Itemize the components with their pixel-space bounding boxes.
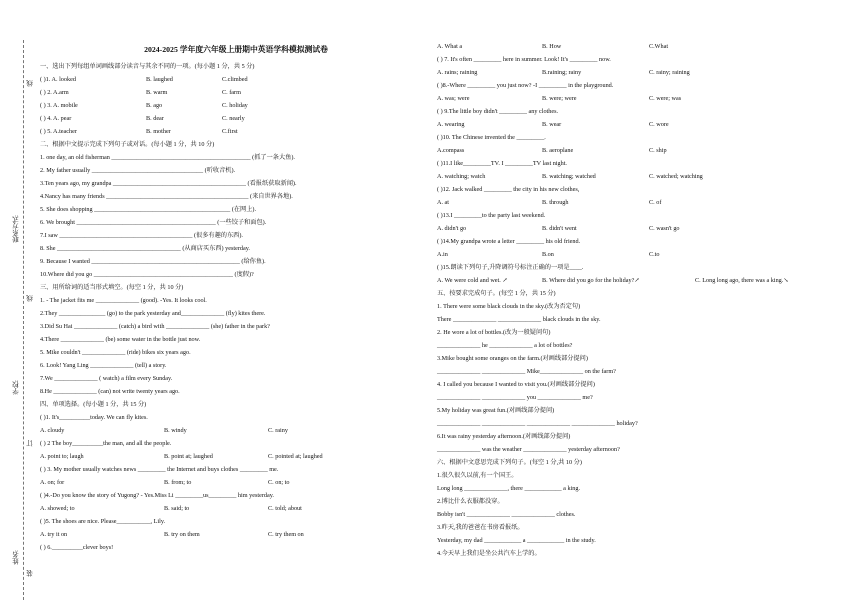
answer-line: ______________ ______________ ______________ ______________ holiday? xyxy=(437,420,638,427)
name-label: 姓名: xyxy=(13,550,20,565)
cut-line xyxy=(23,40,24,600)
school-label: 学校: xyxy=(13,380,20,395)
section-heading: 三、用所给词的适当形式填空。(每空 1 分，共 10 分) xyxy=(40,284,184,291)
order-mark: 订 xyxy=(27,440,34,447)
question-line: 4. I called you because I wanted to visit you.(对画线部分提问) xyxy=(437,381,595,388)
question-line: 4.Nancy has many friends ______________________________________________ (来自世界各地). xyxy=(40,193,293,200)
question-line: 8. She ________________________________________ (从商店买东西) yesterday. xyxy=(40,245,250,252)
question-line: 1.很久很久以前,有一个国王。 xyxy=(437,472,518,479)
options-row: A. was; were B. were; were C. were; was xyxy=(437,95,682,102)
question-line: ( )15.朗读下列句子,升降调符号标注正确的一项是____. xyxy=(437,264,584,271)
section-heading: 一、选出下列每组单词画线部分读音与其余不同的一项。(每小题 1 分，共 5 分) xyxy=(40,63,255,70)
options-row: A. wearing B. wear C. wore xyxy=(437,121,669,128)
question-line: ( )4.-Do you know the story of Yugong? - Yes.Miss Li _________us_________ him yesterday. xyxy=(40,492,274,499)
question-row: ( ) 5. A.teacher B. mother C.first xyxy=(40,128,238,135)
question-line: 6. We brought _____________________________________________ (一些饺子和面包). xyxy=(40,219,267,226)
options-row: A. at B. through C. of xyxy=(437,199,662,206)
options-row: A. on; for B. from; to C. on; to xyxy=(40,479,290,486)
left-column xyxy=(40,64,432,558)
bind-mark: 装 xyxy=(27,570,34,577)
question-line: 4.今天早上我们是坐公共汽车上学的。 xyxy=(437,550,541,557)
question-line: ( ) 3. My mother usually watches news _________ the Internet and buys clothes _________ me. xyxy=(40,466,279,473)
question-line: 5. She does shopping ____________________________________________ (在网上). xyxy=(40,206,257,213)
question-line: ( )14.My grandpa wrote a letter _________ his old friend. xyxy=(437,238,581,245)
answer-line: Long long ______________, there ____________ a king. xyxy=(437,485,580,492)
options-row: A. showed; to B. said; to C. told; about xyxy=(40,505,302,512)
question-row: ( )1. A. looked B. laughed C.climbed xyxy=(40,76,248,83)
answer-line: ______________ ______________ Mike______________ on the farm? xyxy=(437,368,616,375)
options-row: A. point to; laugh B. point at; laughed C. pointed at; laughed xyxy=(40,453,323,460)
question-line: 2.博比什么衣服都没穿。 xyxy=(437,498,504,505)
question-line: 8.He ______________ (can) not write twenty years ago. xyxy=(40,388,180,395)
question-row: ( ) 2. A.arm B. warm C. farm xyxy=(40,89,241,96)
question-row: ( ) 4. A. pear B. dear C. nearly xyxy=(40,115,245,122)
question-line: 2. My father usually ____________________________________ (听收音机). xyxy=(40,167,236,174)
question-line: 5. Mike couldn't ______________ (ride) bikes six years ago. xyxy=(40,349,191,356)
question-line: 6. Look! Yang Ling ______________ (tell) a story. xyxy=(40,362,167,369)
question-line: ( ) 2 The boy__________the man, and all the people. xyxy=(40,440,172,447)
options-row: A. We were cold and wet. ↗ B. Where did you go for the holiday?↗ C. Long long ago, there was a king.↘ xyxy=(437,277,789,284)
question-line: 1. one day, an old fisherman _____________________________________________ (抓了一条大鱼). xyxy=(40,154,295,161)
section-heading: 四、单项选择。(每小题 1 分，共 15 分) xyxy=(40,401,147,408)
question-line: 3.Mike bought some oranges on the farm.(对画线部分提问) xyxy=(437,355,588,362)
exam-title: 2024-2025 学年度六年级上册期中英语学科模拟测试卷 xyxy=(144,45,328,54)
question-line: 1. - The jacket fits me ______________ (good). -Yes. It looks cool. xyxy=(40,297,207,304)
question-line: ( ) 6.__________clever boys! xyxy=(40,544,114,551)
section-heading: 五、按要求完成句子。(每空 1 分，共 15 分) xyxy=(437,290,556,297)
question-line: 3.昨天,我的爸爸在书房看报纸。 xyxy=(437,524,524,531)
options-row: A. rains; raining B.raining; rainy C. rainy; raining xyxy=(437,69,690,76)
question-line: 10.Where did you go _____________________________________________ (度假)? xyxy=(40,271,254,278)
answer-line: There ______________ ______________ black clouds in the sky. xyxy=(437,316,601,323)
options-row: A. cloudy B. windy C. rainy xyxy=(40,427,288,434)
question-line: 2.They _______________ (go) to the park yesterday and______________ (fly) kites there. xyxy=(40,310,266,317)
question-line: 3.Ten years ago, my grandpa ___________________________________________ (看报纸获取新闻). xyxy=(40,180,297,187)
question-line: ( )8.-Where _________ you just now? -I _________ in the playground. xyxy=(437,82,614,89)
question-line: ( )10. The Chinese invented the _________. xyxy=(437,134,546,141)
options-row: A.in B.on C.to xyxy=(437,251,660,258)
options-row: A. What a B. How C.What xyxy=(437,43,669,50)
line-mark: 线 xyxy=(27,295,34,302)
question-line: ( )1. It's__________today. We can fly kites. xyxy=(40,414,148,421)
question-line: 7.We ______________ ( watch) a film every Sunday. xyxy=(40,375,173,382)
section-heading: 六、根据中文意思完成下列句子。(每空 1 分,共 10 分) xyxy=(437,459,582,466)
answer-line: ______________ was the weather ______________ yesterday afternoon? xyxy=(437,446,620,453)
answer-line: Yesterday, my dad ____________ a ____________ in the study. xyxy=(437,537,596,544)
options-row: A.compass B. aeroplane C. ship xyxy=(437,147,667,154)
question-line: 4.There ______________ (be) some water in the bottle just now. xyxy=(40,336,201,343)
question-line: ( )11.I like_________TV. I _________TV last night. xyxy=(437,160,567,167)
answer-line: ______________ he ______________ a lot of bottles? xyxy=(437,342,573,349)
question-line: 3.Did Su Hai ______________ (catch) a bird with ______________ (she) father in the park? xyxy=(40,323,270,330)
answer-line: Bobby isn't ______________ ______________ clothes. xyxy=(437,511,576,518)
question-line: 2. He wore a lot of bottles.(改为一般疑问句) xyxy=(437,329,551,336)
question-line: ( ) 7. It's often _________ here in summer. Look! It's _________ now. xyxy=(437,56,611,63)
section-heading: 二、根据中文提示完成下列句子或对话。(每小题 1 分，共 10 分) xyxy=(40,141,215,148)
question-line: ( ) 9.The little boy didn't _________ any clothes. xyxy=(437,108,559,115)
question-line: 9. Because I wanted ________________________________________________ (给你鱼). xyxy=(40,258,266,265)
options-row: A. try it on B. try on them C. try them on xyxy=(40,531,304,538)
options-row: A. watching; watch B. watching; watched C. watched; watching xyxy=(437,173,703,180)
binding-margin xyxy=(4,40,38,600)
answer-line: ______________ ______________ you ______________ me? xyxy=(437,394,593,401)
options-row: A. didn't go B. didn't went C. wasn't go xyxy=(437,225,680,232)
question-line: ( )12. Jack walked _________ the city in his new clothes, xyxy=(437,186,580,193)
line-mark: 线 xyxy=(27,80,34,87)
question-line: 5.My holiday was great fun.(对画线部分提问) xyxy=(437,407,555,414)
question-line: 7.I saw ___________________________________________ (很多有趣的东西). xyxy=(40,232,243,239)
contact-label: 联系方式: xyxy=(13,215,20,243)
question-line: 1. There were some black clouds in the sky.(改为否定句) xyxy=(437,303,581,310)
right-column xyxy=(437,44,852,564)
question-line: ( )13.I _________to the party last weekend. xyxy=(437,212,546,219)
question-line: ( )5. The shoes are nice. Please___________, Lily. xyxy=(40,518,166,525)
question-row: ( ) 3. A. mobile B. ago C. holiday xyxy=(40,102,248,109)
question-line: 6.It was rainy yesterday afternoon.(对画线部分提问) xyxy=(437,433,571,440)
